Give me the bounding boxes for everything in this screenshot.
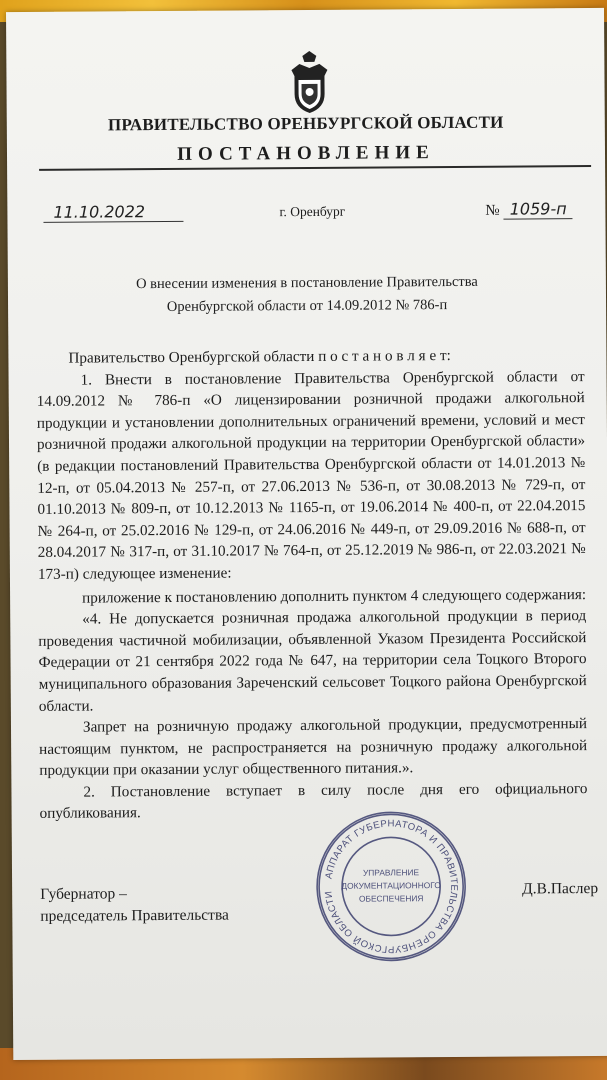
stamp-ring-text: АППАРАТ ГУБЕРНАТОРА И ПРАВИТЕЛЬСТВА ОРЕНБУРГСКОЙ ОБЛАСТИ — [323, 818, 460, 955]
signer-position — [40, 883, 229, 928]
stamp-inner-line: ДОКУМЕНТАЦИОННОГО — [341, 880, 441, 891]
document-sheet — [6, 8, 607, 1060]
number-value: 1059-п — [504, 199, 573, 219]
subject-line: О внесении изменения в постановление Правительства — [135, 273, 478, 293]
appendix-amendment: приложение к постановлению дополнить пунктом 4 следующего содержания: — [82, 585, 587, 607]
stamp-inner-line: ОБЕСПЕЧЕНИЯ — [358, 893, 424, 904]
resolution-item-2: 2. Постановление вступает в силу после дня его официального опубликования. — [39, 779, 588, 823]
document-type: ПОСТАНОВЛЕНИЕ — [177, 142, 435, 165]
organization-name: ПРАВИТЕЛЬСТВО ОРЕНБУРГСКОЙ ОБЛАСТИ — [107, 112, 504, 135]
subject-line: Оренбургской области от 14.09.2012 № 786-п — [166, 297, 448, 315]
resolution-intro: Правительство Оренбургской области п о с т а н о в л я е т: — [68, 346, 451, 367]
official-stamp — [314, 809, 469, 964]
document-number — [485, 199, 572, 220]
document-subject — [8, 270, 606, 320]
document-city: г. Оренбург — [279, 203, 346, 220]
signer-position-line: председатель Правительства — [40, 906, 229, 925]
document-date: 11.10.2022 — [43, 202, 183, 223]
resolution-item-1: 1. Внести в постановление Правительства Оренбургской области от 14.09.2012 № 786-п «О лицензировании розничной продажи алкогольной продукции и установлении дополнительных ограничений времени, условий и мест розничной продажи алкогольной продукции на территории Оренбургской области» (в редакции постановлений Правительства Оренбургской области от 14.01.2013 № 12-п, от 05.04.2013 № 257-п, от 27.06.2013 № 536-п, от 30.08.2013 № 729-п, от 01.10.2013 № 809-п, от 10.12.2013 № 1165-п, от 19.06.2014 № 400-п, от 22.04.2015 № 264-п, от 25.02.2016 № 129-п, от 24.06.2016 № 449-п, от 29.09.2016 № 688-п, от 28.04.2017 № 317-п, от 31.10.2017 № 764-п, от 25.12.2019 № 986-п, от 22.03.2021 № 173-п) следующее изменение: — [36, 367, 586, 583]
new-point-4: «4. Не допускается розничная продажа алкогольной продукции в период проведения частичной мобилизации, объявленной Указом Президента Российской Федерации от 21 сентября 2022 года № 647, на территории села Тоцкого Второго муниципального образования Зареченский сельсовет Тоцкого района Оренбургской области. — [38, 607, 587, 715]
document-body — [36, 344, 587, 825]
stamp-inner-line: УПРАВЛЕНИЕ — [362, 867, 420, 878]
coat-of-arms-icon — [285, 50, 333, 114]
signer-position-line: Губернатор – — [40, 885, 127, 903]
ban-exception: Запрет на розничную продажу алкогольной продукции, предусмотренный настоящим пунктом, не распространяется на розничную продажу алкогольной продукции при оказании услуг общественного питания.». — [39, 715, 588, 780]
number-label: № — [485, 202, 500, 219]
signer-name: Д.В.Паслер — [522, 879, 599, 898]
